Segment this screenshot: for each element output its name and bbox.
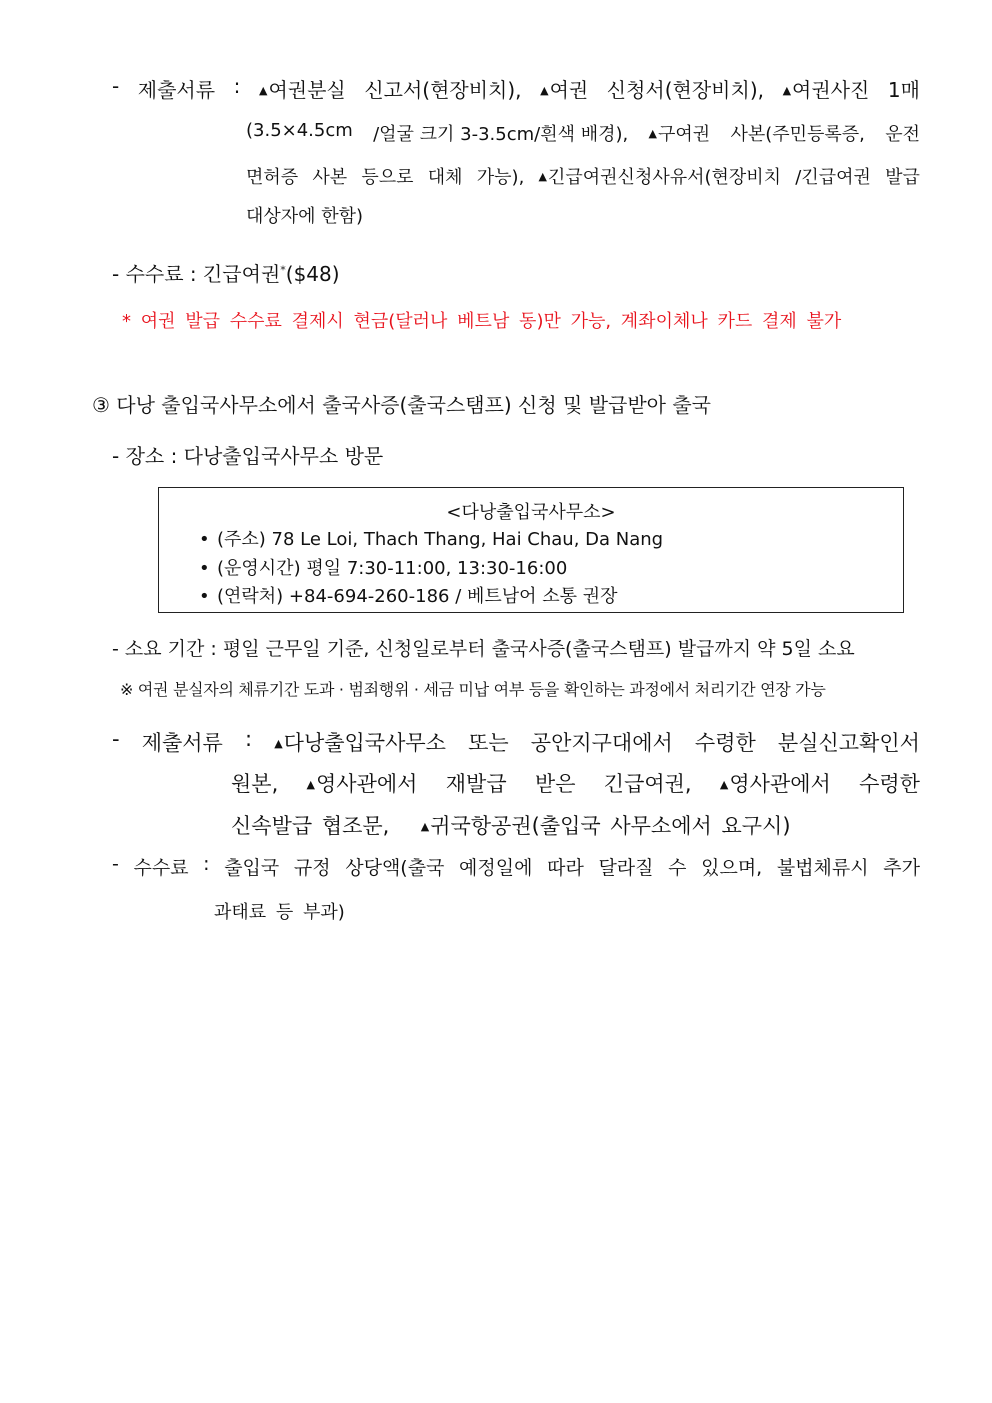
bullet-icon: • xyxy=(199,529,210,550)
word: 사본 xyxy=(312,167,348,188)
word: 신속발급 협조문, xyxy=(231,814,390,838)
word: 원본, xyxy=(231,772,279,796)
driving: 운전 xyxy=(885,124,920,145)
word: 대체 xyxy=(427,167,463,188)
word: 수수료 xyxy=(133,857,189,879)
docs2-line3 xyxy=(231,810,791,840)
photo-size: (3.5×4.5cm xyxy=(246,120,353,141)
triangle-icon: ▲ xyxy=(648,127,657,140)
dash: - xyxy=(112,444,120,468)
word: 달라질 xyxy=(598,857,654,879)
dash: - xyxy=(112,638,119,660)
word: 불법체류시 xyxy=(776,857,869,879)
word: 또는 xyxy=(468,731,509,755)
triangle-icon: ▲ xyxy=(306,778,316,791)
duration-text: 소요 기간 : 평일 근무일 기준, 신청일로부터 출국사증(출국스탬프) 발급까지 약 5일 소요 xyxy=(124,638,855,660)
word: ▲다낭출입국사무소 xyxy=(274,731,446,755)
word: 규정 xyxy=(293,857,331,879)
list-item xyxy=(199,555,663,584)
word: 수령한 xyxy=(694,731,756,755)
word: 출입국 xyxy=(224,857,280,879)
word: 수령한 xyxy=(859,772,920,796)
triangle-icon: ▲ xyxy=(538,170,547,183)
docs1-line2 xyxy=(246,120,920,146)
office-contact: (연락처) +84-694-260-186 / 베트남어 소통 권장 xyxy=(217,586,618,607)
word: 있으며, xyxy=(701,857,763,879)
office-address: (주소) 78 Le Loi, Thach Thang, Hai Chau, Da Nang xyxy=(217,529,664,550)
word: 공안지구대에서 xyxy=(530,731,673,755)
docs1-item1: ▲여권분실 xyxy=(258,78,346,102)
word: 예정일에 xyxy=(459,857,533,879)
fee2-line2: 과태료 등 부과) xyxy=(214,902,345,923)
photo-spec: /얼굴 크기 3-3.5cm/흰색 배경), xyxy=(373,124,629,145)
triangle-icon: ▲ xyxy=(782,84,792,97)
triangle-icon: ▲ xyxy=(258,84,268,97)
docs1-line3 xyxy=(246,163,920,189)
emergency-reason: ▲긴급여권신청사유서(현장비치 xyxy=(538,167,782,188)
docs1-line1 xyxy=(112,74,920,103)
fee2-line1 xyxy=(112,853,920,880)
docs1-line4: 대상자에 한함) xyxy=(246,206,364,227)
triangle-icon: ▲ xyxy=(540,84,549,97)
word: ▲영사관에서 xyxy=(306,772,418,796)
docs1-item2b: 신청서(현장비치), xyxy=(606,78,764,102)
place-line xyxy=(112,440,383,469)
word: 받은 xyxy=(534,772,576,796)
triangle-icon: ▲ xyxy=(274,737,283,750)
word: 면허증 xyxy=(246,167,299,188)
triangle-icon: ▲ xyxy=(420,820,430,833)
place-text: 장소 : 다낭출입국사무소 방문 xyxy=(125,444,384,468)
list-item xyxy=(199,583,663,612)
duration-line xyxy=(112,634,855,661)
word: 재발급 xyxy=(445,772,507,796)
colon: : xyxy=(244,727,253,751)
word: ▲귀국항공권(출입국 사무소에서 요구시) xyxy=(420,814,791,838)
office-hours: (운영시간) 평일 7:30-11:00, 13:30-16:00 xyxy=(217,557,568,579)
dash: - xyxy=(112,727,120,751)
docs2-label: 제출서류 xyxy=(141,731,223,755)
word: : xyxy=(203,853,210,875)
bullet-icon: • xyxy=(199,586,210,607)
payment-note: * 여권 발급 수수료 결제시 현금(달러나 베트남 동)만 가능, 계좌이체나 카드 결제 불가 xyxy=(122,311,842,332)
office-info-list xyxy=(199,526,663,612)
word: 추가 xyxy=(883,857,920,879)
dash: - xyxy=(112,262,120,286)
duration-note: ※ 여권 분실자의 체류기간 도과 · 범죄행위 · 세금 미납 여부 등을 확인하는 과정에서 처리기간 연장 가능 xyxy=(120,680,826,699)
copy-note: 사본(주민등록증, xyxy=(730,124,865,145)
old-passport: ▲구여권 xyxy=(648,124,711,145)
fee1-line xyxy=(112,258,340,287)
word: 따라 xyxy=(547,857,584,879)
docs1-item2: ▲여권 xyxy=(540,78,589,102)
colon: : xyxy=(233,74,241,98)
word: 발급 xyxy=(885,167,920,188)
word: 긴급여권, xyxy=(603,772,692,796)
word: 수 xyxy=(668,857,687,879)
word: 등으로 xyxy=(361,167,414,188)
bullet-icon: • xyxy=(199,557,210,579)
fee1-amount: ($48) xyxy=(285,262,340,286)
section3-title: ③ 다낭 출입국사무소에서 출국사증(출국스탬프) 신청 및 발급받아 출국 xyxy=(92,393,711,417)
word: 가능), xyxy=(476,167,525,188)
docs1-label: 제출서류 xyxy=(137,78,216,102)
dash: - xyxy=(112,853,119,875)
docs1-item3: ▲여권사진 xyxy=(782,78,870,102)
office-box-title: <다낭출입국사무소> xyxy=(446,502,616,523)
docs2-line2 xyxy=(231,768,920,798)
docs2-line1 xyxy=(112,727,920,757)
docs1-item1b: 신고서(현장비치), xyxy=(364,78,522,102)
word: /긴급여권 xyxy=(795,167,871,188)
word: 상당액(출국 xyxy=(345,857,445,879)
list-item xyxy=(199,526,663,555)
fee1-star: * xyxy=(280,263,286,277)
word: 분실신고확인서 xyxy=(777,731,920,755)
office-info-box xyxy=(158,487,904,613)
docs1-item3b: 1매 xyxy=(887,78,920,102)
dash: - xyxy=(112,74,120,98)
triangle-icon: ▲ xyxy=(719,778,729,791)
fee1-text: 수수료 : 긴급여권 xyxy=(125,262,281,286)
word: ▲영사관에서 xyxy=(719,772,831,796)
